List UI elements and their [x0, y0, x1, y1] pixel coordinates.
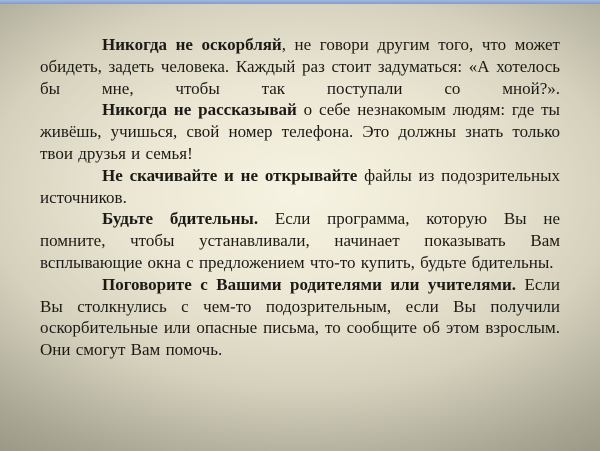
paragraph-be-vigilant: [40, 208, 560, 273]
paragraph-lead-bold: Поговорите с Вашими родителями или учителями.: [102, 274, 517, 294]
slide-text-block: [40, 34, 560, 361]
paragraph-lead-bold: Никогда не рассказывай: [102, 100, 297, 120]
paragraph-lead-bold: Не скачивайте и не открывайте: [102, 165, 358, 185]
paragraph-lead-bold: Будьте бдительны.: [102, 209, 259, 229]
paragraph-body-text: Если программа, которую Вы не помните, чтобы устанавливали, начинает показывать Вам всплывающие окна с предложением что-то купить, будьте бдительны.: [40, 209, 561, 272]
paragraph-body-text: файлы из подозрительных источников.: [40, 165, 560, 207]
top-edge-strip: [0, 0, 600, 4]
paragraph-body-text: Если Вы столкнулись с чем-то подозрительным, если Вы получили оскорбительные или опасные письма, то сообщите об этом взрослым. Они смогут Вам помочь.: [40, 274, 560, 360]
paragraph-body-text: , не говори другим того, что может обидеть, задеть человека. Каждый раз стоит задуматься: «А хотелось бы мне, чтобы так поступали со мной?».: [40, 35, 560, 98]
paragraph-never-insult: [40, 34, 560, 99]
paragraph-lead-bold: Никогда не оскорбляй: [102, 35, 282, 54]
paragraph-never-tell-strangers: [40, 99, 560, 164]
paragraph-no-suspicious-files: [40, 165, 560, 209]
paragraph-body-text: о себе незнакомым людям: где ты живёшь, учишься, свой номер телефона. Это должны знать только твои друзья и семья!: [40, 100, 560, 163]
paragraph-talk-to-parents: [40, 274, 560, 361]
slide-background: [0, 4, 600, 451]
